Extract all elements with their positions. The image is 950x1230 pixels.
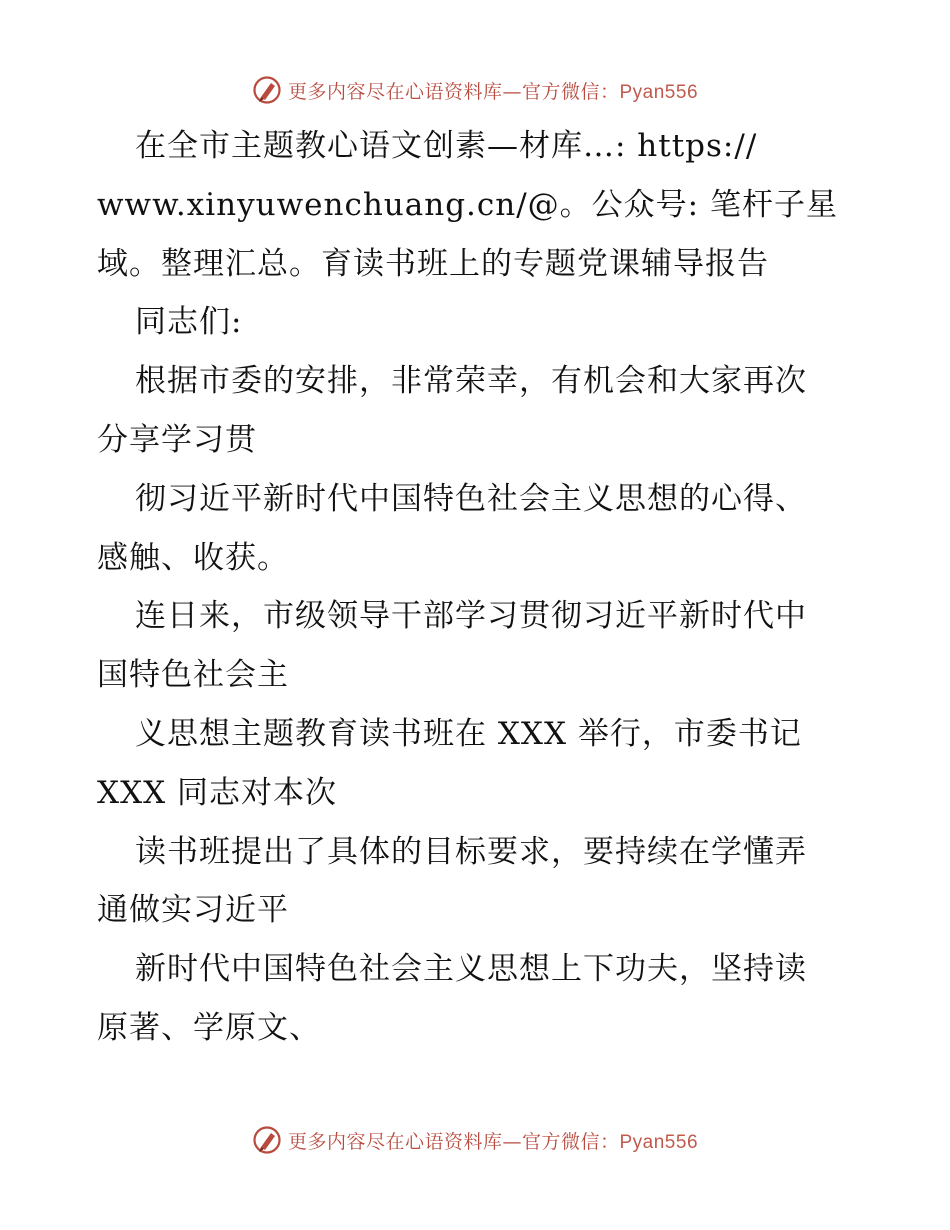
text-line: 原著、学原文、 — [97, 1009, 321, 1046]
text-line: 连日来，市级领导干部学习贯彻习近平新时代中 — [135, 598, 807, 635]
text-line: www.xinyuwenchuang.cn/@。公众号: 笔杆子星 — [97, 186, 838, 223]
banner-text — [288, 1127, 698, 1154]
banner-text — [288, 77, 698, 104]
pen-logo-icon — [252, 1125, 282, 1155]
text-line: 新时代中国特色社会主义思想上下功夫，坚持读 — [135, 951, 807, 988]
text-line: 彻习近平新时代中国特色社会主义思想的心得、 — [135, 480, 807, 517]
banner-label: 更多内容尽在心语资料库—官方微信： — [287, 1130, 620, 1153]
header-banner — [0, 70, 950, 110]
text-line: 根据市委的安排，非常荣幸，有机会和大家再次 — [135, 363, 807, 400]
text-line: 通做实习近平 — [97, 892, 289, 929]
text-line: 读书班提出了具体的目标要求，要持续在学懂弄 — [135, 833, 807, 870]
text-line: 感触、收获。 — [97, 539, 289, 576]
pen-logo-icon — [252, 75, 282, 105]
text-line: 同志们: — [135, 304, 243, 341]
document-body — [97, 117, 857, 1058]
wechat-id: Pyan556 — [619, 1131, 699, 1153]
text-line: 域。整理汇总。育读书班上的专题党课辅导报告 — [97, 245, 769, 282]
banner-label: 更多内容尽在心语资料库—官方微信： — [287, 80, 620, 103]
wechat-id: Pyan556 — [619, 81, 699, 103]
text-line: XXX 同志对本次 — [97, 774, 338, 811]
text-line: 在全市主题教心语文创素—材库…: https:// — [135, 128, 758, 164]
text-line: 分享学习贯 — [97, 421, 257, 458]
text-line: 国特色社会主 — [97, 657, 289, 694]
text-line: 义思想主题教育读书班在 XXX 举行，市委书记 — [135, 715, 802, 752]
footer-banner — [0, 1120, 950, 1160]
